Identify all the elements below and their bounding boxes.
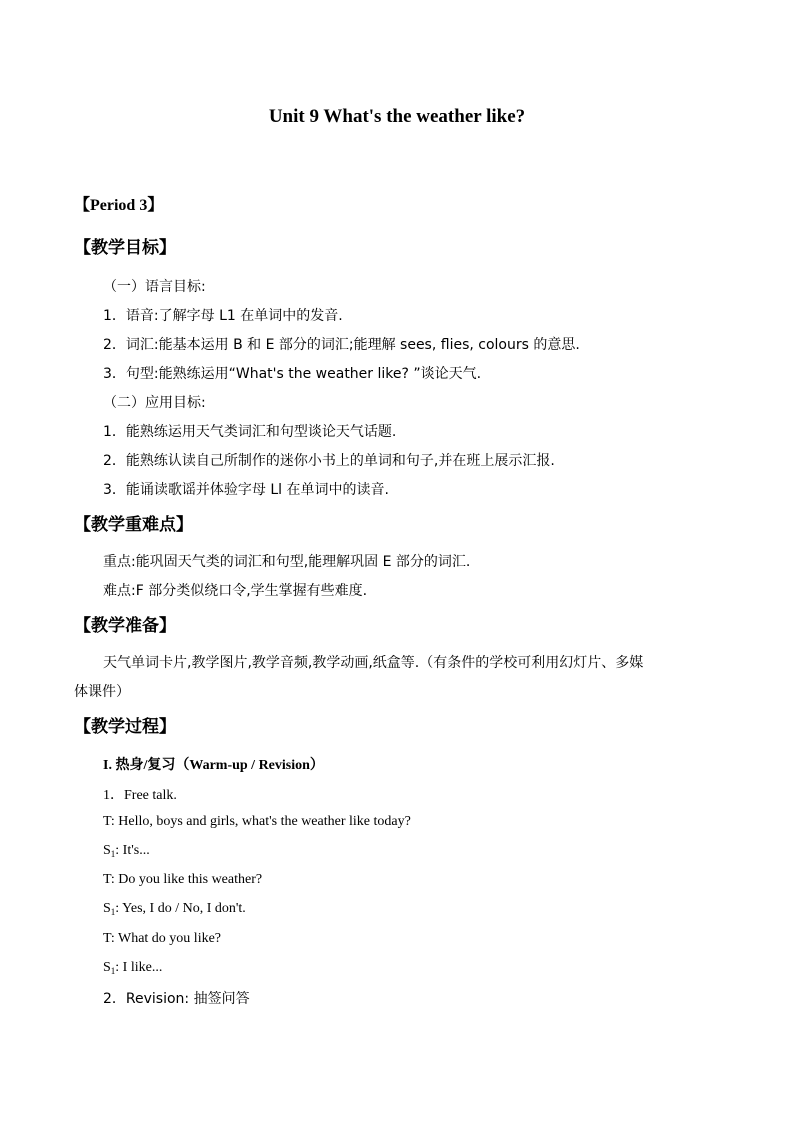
process-item: 1．Free talk. — [103, 788, 177, 803]
preparation-text-line: 体课件） — [74, 684, 130, 700]
application-objective-item: 3．能诵读歌谣并体验字母 Ll 在单词中的读音. — [103, 482, 389, 498]
dialogue-text: : I like... — [115, 960, 163, 975]
speaker-label: S — [103, 901, 111, 916]
speaker-subscript: 1 — [110, 849, 116, 859]
preparation-heading: 【教学准备】 — [74, 616, 176, 636]
dialogue-line — [103, 843, 150, 859]
application-objective-item: 1．能熟练运用天气类词汇和句型谈论天气话题. — [103, 424, 397, 440]
dialogue-text: : It's... — [115, 843, 150, 858]
dialogue-line: T: Do you like this weather? — [103, 872, 263, 887]
difficult-point-text: 难点:F 部分类似绕口令,学生掌握有些难度. — [103, 583, 368, 599]
dialogue-line — [103, 901, 246, 917]
speaker-label: S — [103, 843, 111, 858]
application-objective-item: 2．能熟练认读自己所制作的迷你小书上的单词和句子,并在班上展示汇报. — [103, 453, 555, 469]
key-difficult-heading: 【教学重难点】 — [74, 515, 193, 535]
speaker-label: S — [103, 960, 111, 975]
language-objective-item: 2．词汇:能基本运用 B 和 E 部分的词汇;能理解 sees, flies, colours 的意思. — [103, 337, 580, 353]
language-objectives-heading: （一）语言目标: — [103, 279, 206, 295]
application-objectives-heading: （二）应用目标: — [103, 395, 206, 411]
dialogue-line: T: Hello, boys and girls, what's the weather like today? — [103, 814, 411, 829]
speaker-subscript: 1 — [110, 966, 116, 976]
dialogue-line — [103, 960, 162, 976]
dialogue-text: : Yes, I do / No, I don't. — [115, 901, 246, 916]
objectives-heading: 【教学目标】 — [74, 238, 176, 258]
language-objective-item: 1．语音:了解字母 L1 在单词中的发音. — [103, 308, 343, 324]
key-point-text: 重点:能巩固天气类的词汇和句型,能理解巩固 E 部分的词汇. — [103, 554, 471, 570]
warmup-step-heading: I. 热身/复习（Warm-up / Revision） — [103, 758, 324, 773]
document-title: Unit 9 What's the weather like? — [268, 106, 526, 127]
speaker-subscript: 1 — [110, 907, 116, 917]
process-heading: 【教学过程】 — [74, 717, 176, 737]
language-objective-item: 3．句型:能熟练运用“What's the weather like? ”谈论天气. — [103, 366, 482, 382]
process-item: 2．Revision: 抽签问答 — [103, 991, 250, 1007]
preparation-text-line: 天气单词卡片,教学图片,教学音频,教学动画,纸盒等.（有条件的学校可利用幻灯片、多媒 — [103, 655, 644, 671]
dialogue-line: T: What do you like? — [103, 931, 222, 946]
period-heading: 【Period 3】 — [74, 197, 164, 214]
